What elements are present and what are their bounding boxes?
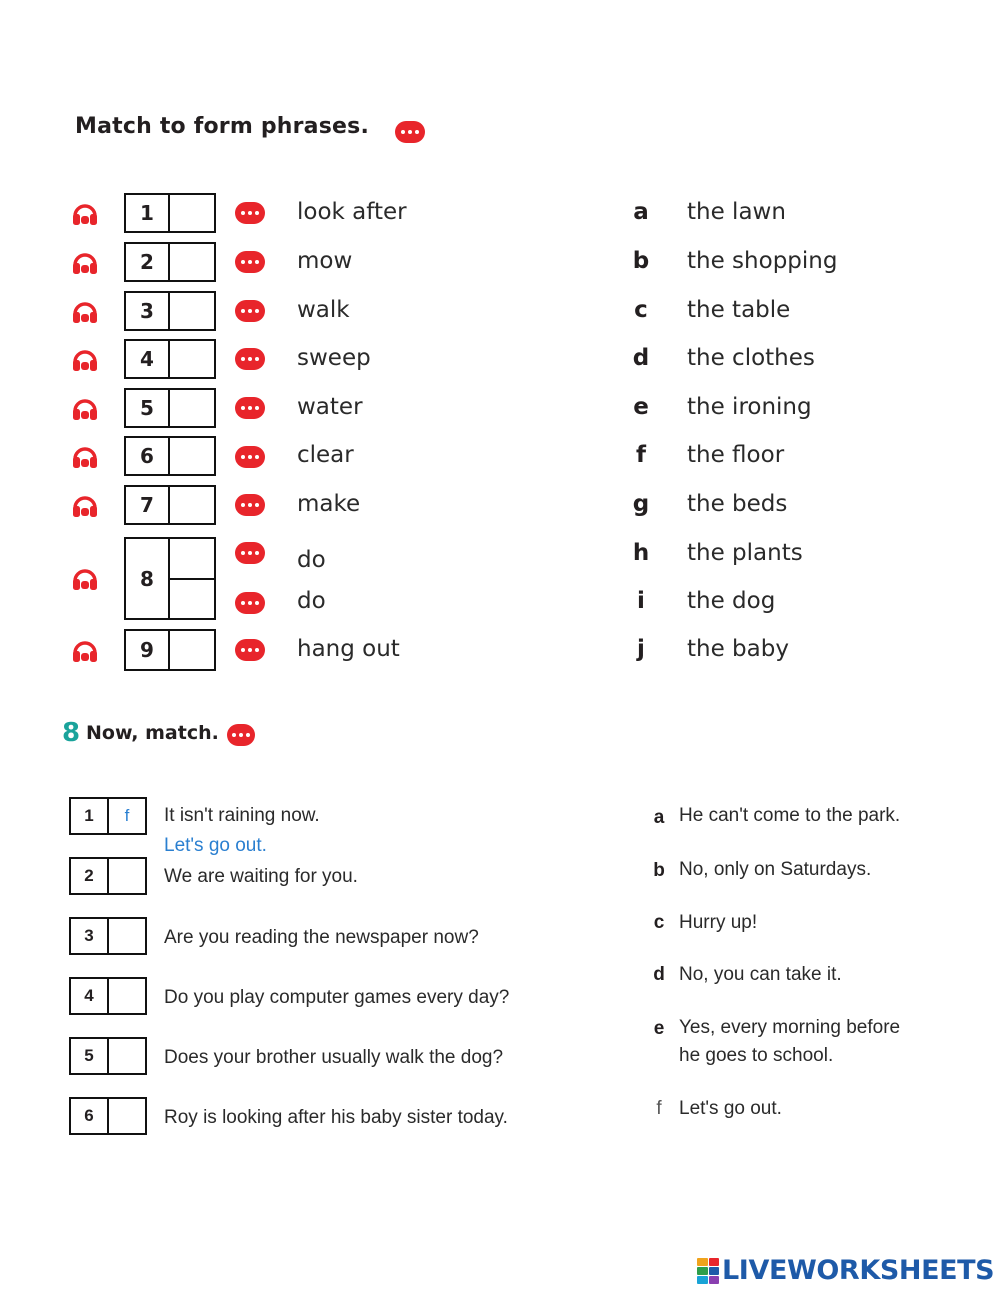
option-letter: a [633,199,649,225]
answer-box-q2 [69,857,147,895]
answer-input[interactable] [170,438,214,474]
question-number: 6 [71,1099,109,1133]
response-text: Let's go out. [679,1098,782,1119]
row-number: 2 [126,244,170,280]
response-letter: a [653,807,665,828]
verb-text: clear [297,442,354,468]
response-text: No, you can take it. [679,964,842,985]
speech-bubble-icon[interactable] [227,724,255,746]
verb-text: walk [297,297,350,323]
answer-input[interactable] [109,1099,145,1133]
option-letter: f [635,442,646,468]
option-letter: h [632,540,650,566]
speech-bubble-icon[interactable] [235,348,265,370]
answer-box-row-1 [124,193,216,233]
option-text: the ironing [687,394,812,420]
row-number: 1 [126,195,170,231]
verb-text: look after [297,199,407,225]
question-text: It isn't raining now. [164,805,320,826]
speech-bubble-icon[interactable] [235,446,265,468]
headphones-icon[interactable] [70,345,100,375]
speech-bubble-icon[interactable] [235,639,265,661]
question-number: 4 [71,979,109,1013]
page-title: Match to form phrases. [75,114,369,139]
liveworksheets-logo [697,1255,994,1286]
answer-input[interactable] [170,487,214,523]
answer-box-row-3 [124,291,216,331]
headphones-icon[interactable] [70,564,100,594]
verb-text: mow [297,248,353,274]
answer-input[interactable]: f [124,806,130,825]
headphones-icon[interactable] [70,636,100,666]
verb-text: make [297,491,361,517]
speech-bubble-icon[interactable] [235,494,265,516]
response-letter: f [656,1098,662,1119]
option-text: the shopping [687,248,838,274]
speech-bubble-icon[interactable] [235,300,265,322]
question-text: Are you reading the newspaper now? [164,927,479,948]
headphones-icon[interactable] [70,394,100,424]
speech-bubble-icon[interactable] [395,121,425,143]
section-title: Now, match. [86,722,219,744]
headphones-icon[interactable] [70,491,100,521]
question-text: Roy is looking after his baby sister today. [164,1107,508,1128]
option-letter: i [637,588,645,614]
answer-box-row-4 [124,339,216,379]
verb-text: do [297,588,326,614]
answer-box-row-2 [124,242,216,282]
answer-input[interactable] [170,580,214,618]
answer-box-row-6 [124,436,216,476]
speech-bubble-icon[interactable] [235,592,265,614]
verb-text: water [297,394,363,420]
answer-input[interactable] [170,631,214,669]
logo-blocks-icon [697,1258,719,1284]
row-number: 6 [126,438,170,474]
verb-text: do [297,547,326,573]
response-letter: e [653,1018,665,1039]
option-text: the lawn [687,199,786,225]
answer-box-q3 [69,917,147,955]
answer-box-row-8 [124,537,216,620]
option-text: the beds [687,491,788,517]
option-text: the table [687,297,791,323]
answer-input[interactable] [170,195,214,231]
response-text: Hurry up! [679,912,758,933]
speech-bubble-icon[interactable] [235,251,265,273]
option-letter: b [632,248,650,274]
option-text: the plants [687,540,803,566]
row-number: 7 [126,487,170,523]
speech-bubble-icon[interactable] [235,202,265,224]
question-number: 5 [71,1039,109,1073]
answer-input[interactable] [170,341,214,377]
answer-box-q4 [69,977,147,1015]
option-text: the dog [687,588,776,614]
headphones-icon[interactable] [70,199,100,229]
logo-text: LIVEWORKSHEETS [722,1255,995,1286]
question-text: Does your brother usually walk the dog? [164,1047,504,1068]
answer-box-q1 [69,797,147,835]
option-letter: d [632,345,650,371]
headphones-icon[interactable] [70,297,100,327]
question-text: We are waiting for you. [164,866,358,887]
row-number: 9 [126,631,170,669]
option-letter: c [634,297,648,323]
answer-input[interactable] [170,244,214,280]
answer-input[interactable] [170,293,214,329]
headphones-icon[interactable] [70,442,100,472]
question-number: 2 [71,859,109,893]
option-text: the baby [687,636,789,662]
headphones-icon[interactable] [70,248,100,278]
question-number: 1 [71,799,109,833]
answer-input[interactable] [170,539,214,580]
row-number: 5 [126,390,170,426]
answer-box-row-7 [124,485,216,525]
option-letter: g [632,491,650,517]
response-text: He can't come to the park. [679,805,901,826]
response-text: Yes, every morning before [679,1017,901,1038]
answer-box-q6 [69,1097,147,1135]
speech-bubble-icon[interactable] [235,542,265,564]
row-number: 3 [126,293,170,329]
answer-input[interactable] [109,859,145,893]
answer-box-q5 [69,1037,147,1075]
answer-input[interactable] [170,390,214,426]
answer-box-row-5 [124,388,216,428]
option-letter: j [637,636,645,662]
response-letter: b [653,860,665,881]
response-letter: d [653,964,665,985]
option-text: the clothes [687,345,815,371]
question-text: Do you play computer games every day? [164,987,510,1008]
response-text: he goes to school. [679,1045,834,1066]
option-letter: e [633,394,649,420]
example-answer: Let's go out. [164,835,267,856]
row-number: 4 [126,341,170,377]
row-number: 8 [126,539,170,618]
response-letter: c [653,912,665,933]
section-number: 8 [62,718,81,748]
option-text: the floor [687,442,785,468]
response-text: No, only on Saturdays. [679,859,872,880]
answer-input[interactable] [109,919,145,953]
question-number: 3 [71,919,109,953]
answer-input[interactable] [109,979,145,1013]
answer-box-row-9 [124,629,216,671]
answer-input[interactable] [109,1039,145,1073]
speech-bubble-icon[interactable] [235,397,265,419]
verb-text: sweep [297,345,371,371]
verb-text: hang out [297,636,400,662]
